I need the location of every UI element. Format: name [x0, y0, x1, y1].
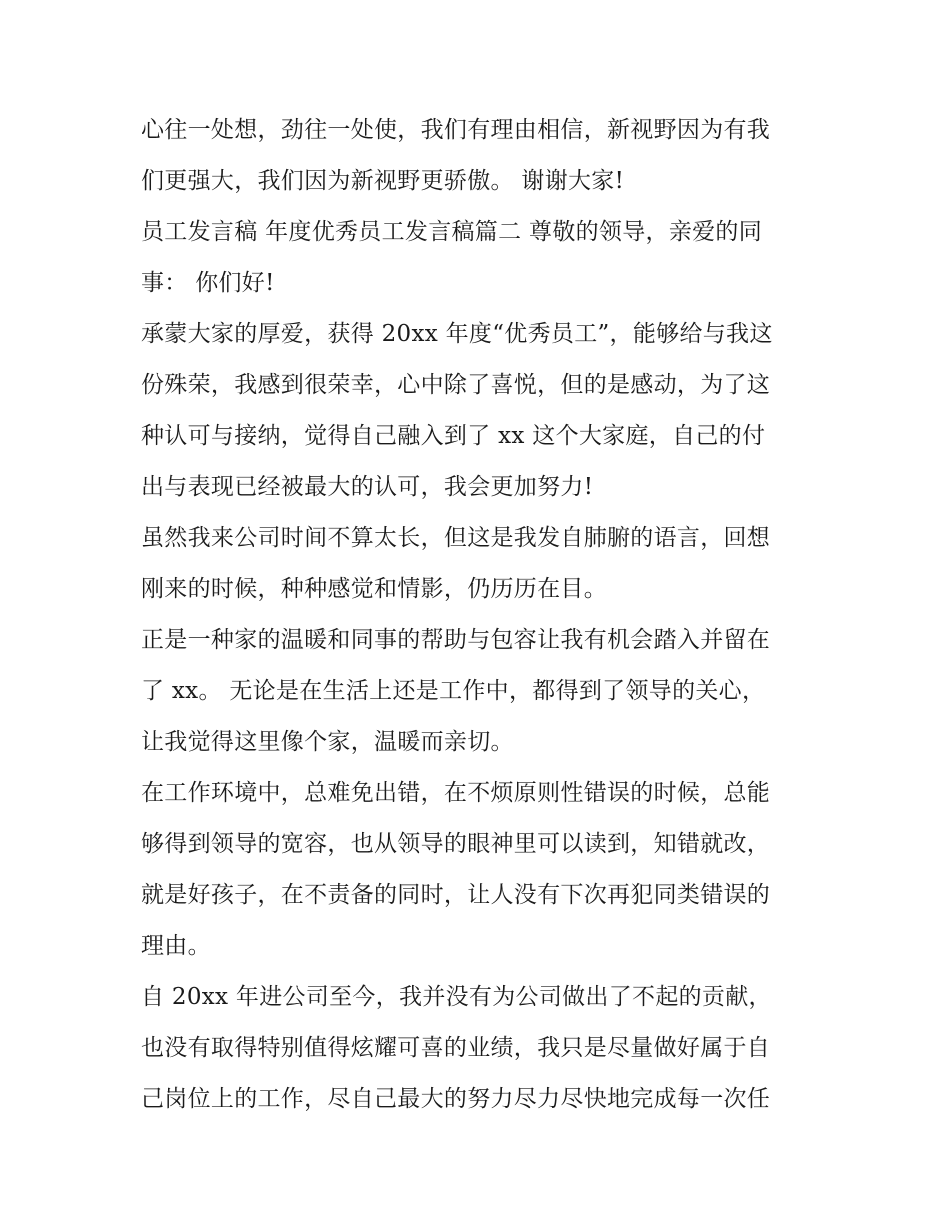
text-line: 在工作环境中，总难免出错，在不烦原则性错误的时候，总能	[141, 780, 771, 806]
document-body	[141, 105, 817, 1125]
text-line: 虽然我来公司时间不算太长，但这是我发自肺腑的语言，回想	[141, 525, 771, 551]
text-line: 正是一种家的温暖和同事的帮助与包容让我有机会踏入并留在	[141, 627, 771, 653]
text-line: 们更强大，我们因为新视野更骄傲。 谢谢大家!	[141, 168, 625, 194]
text-line: 自 20xx 年进公司至今，我并没有为公司做出了不起的贡献，	[141, 984, 772, 1010]
text-line: 员工发言稿 年度优秀员工发言稿篇二 尊敬的领导，亲爱的同	[141, 219, 763, 245]
text-line: 份殊荣，我感到很荣幸，心中除了喜悦，但的是感动，为了这	[141, 372, 771, 398]
text-line: 刚来的时候，种种感觉和情影，仍历历在目。	[141, 576, 607, 602]
text-line: 够得到领导的宽容，也从领导的眼神里可以读到，知错就改，	[141, 831, 771, 857]
text-line: 也没有取得特别值得炫耀可喜的业绩，我只是尽量做好属于自	[141, 1035, 771, 1061]
text-line: 承蒙大家的厚爱，获得 20xx 年度“优秀员工”，能够给与我这	[141, 321, 773, 347]
text-line: 心往一处想，劲往一处使，我们有理由相信，新视野因为有我	[141, 117, 771, 143]
text-line: 己岗位上的工作，尽自己最大的努力尽力尽快地完成每一次任	[141, 1086, 771, 1112]
text-line: 了 xx。 无论是在生活上还是工作中，都得到了领导的关心，	[141, 678, 766, 704]
text-line: 种认可与接纳，觉得自己融入到了 xx 这个大家庭，自己的付	[141, 423, 766, 449]
text-line: 出与表现已经被最大的认可，我会更加努力!	[141, 474, 594, 500]
text-line: 理由。	[141, 933, 211, 959]
text-line: 让我觉得这里像个家，温暖而亲切。	[141, 729, 514, 755]
text-line: 事： 你们好!	[141, 270, 275, 296]
text-line: 就是好孩子，在不责备的同时，让人没有下次再犯同类错误的	[141, 882, 771, 908]
